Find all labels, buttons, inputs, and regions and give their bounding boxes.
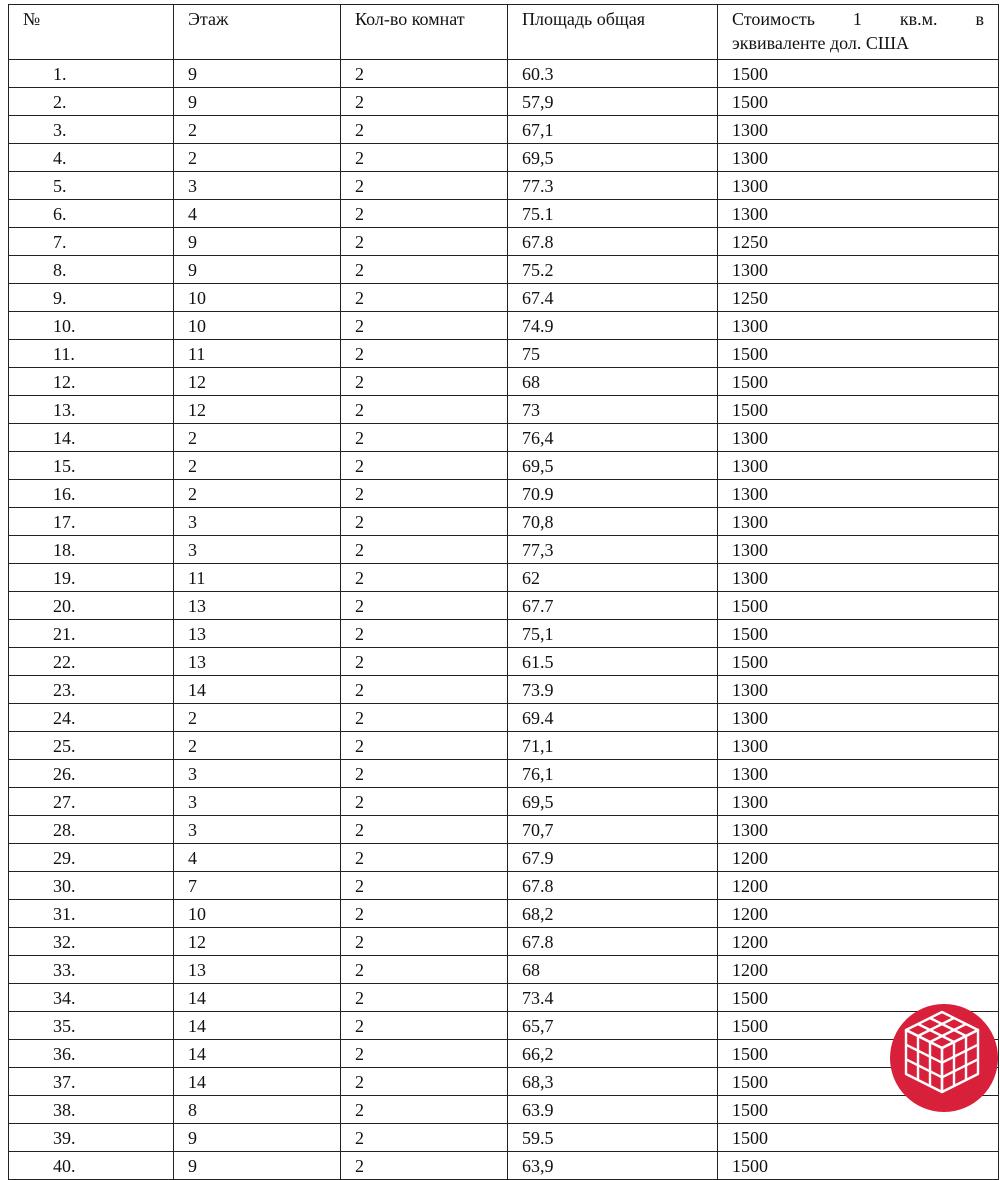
cell-area: 61.5 bbox=[508, 648, 718, 676]
table-row bbox=[9, 452, 999, 480]
table-row bbox=[9, 956, 999, 984]
cell-num: 13. bbox=[9, 396, 174, 424]
cell-num: 16. bbox=[9, 480, 174, 508]
cell-area: 76,1 bbox=[508, 760, 718, 788]
cell-price: 1200 bbox=[718, 872, 999, 900]
table-row bbox=[9, 256, 999, 284]
table-row bbox=[9, 564, 999, 592]
cell-floor: 3 bbox=[174, 508, 341, 536]
cell-floor: 12 bbox=[174, 396, 341, 424]
table-row bbox=[9, 872, 999, 900]
table-row bbox=[9, 340, 999, 368]
cell-area: 71,1 bbox=[508, 732, 718, 760]
cell-floor: 4 bbox=[174, 200, 341, 228]
cell-rooms: 2 bbox=[341, 88, 508, 116]
cell-price: 1500 bbox=[718, 1096, 999, 1124]
cell-num: 37. bbox=[9, 1068, 174, 1096]
cell-price: 1250 bbox=[718, 284, 999, 312]
cell-price: 1300 bbox=[718, 816, 999, 844]
table-row bbox=[9, 788, 999, 816]
cell-floor: 7 bbox=[174, 872, 341, 900]
cell-num: 1. bbox=[9, 60, 174, 88]
cell-price: 1200 bbox=[718, 844, 999, 872]
cell-num: 11. bbox=[9, 340, 174, 368]
cell-num: 14. bbox=[9, 424, 174, 452]
apartment-table-sheet bbox=[8, 4, 998, 1180]
cell-area: 73.9 bbox=[508, 676, 718, 704]
cell-floor: 13 bbox=[174, 648, 341, 676]
cell-num: 22. bbox=[9, 648, 174, 676]
cell-num: 36. bbox=[9, 1040, 174, 1068]
cell-price: 1500 bbox=[718, 1124, 999, 1152]
header-rooms: Кол-во комнат bbox=[341, 5, 508, 60]
table-row bbox=[9, 928, 999, 956]
cell-floor: 12 bbox=[174, 368, 341, 396]
cell-area: 69.4 bbox=[508, 704, 718, 732]
cell-area: 67.8 bbox=[508, 928, 718, 956]
cell-rooms: 2 bbox=[341, 256, 508, 284]
cell-floor: 3 bbox=[174, 816, 341, 844]
cell-num: 10. bbox=[9, 312, 174, 340]
cell-num: 5. bbox=[9, 172, 174, 200]
cell-price: 1500 bbox=[718, 1012, 999, 1040]
cell-price: 1500 bbox=[718, 1068, 999, 1096]
cell-rooms: 2 bbox=[341, 200, 508, 228]
cell-price: 1300 bbox=[718, 480, 999, 508]
cell-price: 1300 bbox=[718, 760, 999, 788]
cell-floor: 3 bbox=[174, 536, 341, 564]
cell-floor: 14 bbox=[174, 984, 341, 1012]
table-header bbox=[9, 5, 999, 60]
cell-floor: 9 bbox=[174, 1152, 341, 1180]
table-row bbox=[9, 816, 999, 844]
table-row bbox=[9, 368, 999, 396]
cell-rooms: 2 bbox=[341, 676, 508, 704]
cell-rooms: 2 bbox=[341, 424, 508, 452]
table-row bbox=[9, 144, 999, 172]
cell-price: 1500 bbox=[718, 648, 999, 676]
table-row bbox=[9, 424, 999, 452]
cell-rooms: 2 bbox=[341, 788, 508, 816]
cell-floor: 3 bbox=[174, 760, 341, 788]
table-row bbox=[9, 844, 999, 872]
cell-rooms: 2 bbox=[341, 704, 508, 732]
cell-price: 1500 bbox=[718, 368, 999, 396]
cell-floor: 2 bbox=[174, 144, 341, 172]
cell-num: 18. bbox=[9, 536, 174, 564]
cell-price: 1200 bbox=[718, 900, 999, 928]
cell-price: 1500 bbox=[718, 88, 999, 116]
cell-area: 69,5 bbox=[508, 788, 718, 816]
header-price-word4: в bbox=[975, 9, 984, 29]
cell-num: 23. bbox=[9, 676, 174, 704]
table-row bbox=[9, 480, 999, 508]
table-row bbox=[9, 648, 999, 676]
header-floor: Этаж bbox=[174, 5, 341, 60]
cell-area: 70.9 bbox=[508, 480, 718, 508]
cell-rooms: 2 bbox=[341, 508, 508, 536]
cell-rooms: 2 bbox=[341, 872, 508, 900]
cell-num: 26. bbox=[9, 760, 174, 788]
cell-floor: 10 bbox=[174, 284, 341, 312]
cell-num: 21. bbox=[9, 620, 174, 648]
cell-rooms: 2 bbox=[341, 396, 508, 424]
cell-num: 20. bbox=[9, 592, 174, 620]
cell-rooms: 2 bbox=[341, 172, 508, 200]
cell-floor: 3 bbox=[174, 788, 341, 816]
table-row bbox=[9, 536, 999, 564]
cell-area: 67.8 bbox=[508, 872, 718, 900]
cell-num: 3. bbox=[9, 116, 174, 144]
cell-floor: 13 bbox=[174, 620, 341, 648]
cell-area: 73.4 bbox=[508, 984, 718, 1012]
table-row bbox=[9, 704, 999, 732]
cell-num: 40. bbox=[9, 1152, 174, 1180]
apartment-table bbox=[8, 4, 999, 1180]
table-row bbox=[9, 200, 999, 228]
table-row bbox=[9, 760, 999, 788]
cell-rooms: 2 bbox=[341, 1096, 508, 1124]
table-row bbox=[9, 900, 999, 928]
cell-rooms: 2 bbox=[341, 648, 508, 676]
cell-rooms: 2 bbox=[341, 536, 508, 564]
cell-floor: 2 bbox=[174, 704, 341, 732]
cell-price: 1500 bbox=[718, 592, 999, 620]
cell-rooms: 2 bbox=[341, 60, 508, 88]
header-price bbox=[718, 5, 999, 60]
table-row bbox=[9, 60, 999, 88]
cell-floor: 11 bbox=[174, 564, 341, 592]
cell-area: 67.7 bbox=[508, 592, 718, 620]
cell-price: 1300 bbox=[718, 200, 999, 228]
cell-floor: 2 bbox=[174, 116, 341, 144]
cell-rooms: 2 bbox=[341, 900, 508, 928]
cell-area: 69,5 bbox=[508, 452, 718, 480]
cube-logo-icon bbox=[886, 1000, 998, 1112]
cell-area: 57,9 bbox=[508, 88, 718, 116]
cell-floor: 13 bbox=[174, 956, 341, 984]
cell-price: 1200 bbox=[718, 956, 999, 984]
cell-rooms: 2 bbox=[341, 228, 508, 256]
cell-rooms: 2 bbox=[341, 452, 508, 480]
cell-num: 28. bbox=[9, 816, 174, 844]
cell-area: 73 bbox=[508, 396, 718, 424]
cell-num: 39. bbox=[9, 1124, 174, 1152]
cell-area: 62 bbox=[508, 564, 718, 592]
cell-num: 8. bbox=[9, 256, 174, 284]
cell-floor: 14 bbox=[174, 676, 341, 704]
cell-price: 1300 bbox=[718, 424, 999, 452]
cell-rooms: 2 bbox=[341, 340, 508, 368]
cell-price: 1500 bbox=[718, 396, 999, 424]
cell-area: 60.3 bbox=[508, 60, 718, 88]
cell-price: 1300 bbox=[718, 508, 999, 536]
cell-price: 1250 bbox=[718, 228, 999, 256]
header-row bbox=[9, 5, 999, 60]
cell-num: 34. bbox=[9, 984, 174, 1012]
cell-rooms: 2 bbox=[341, 1040, 508, 1068]
cell-rooms: 2 bbox=[341, 564, 508, 592]
cell-area: 68,3 bbox=[508, 1068, 718, 1096]
cell-area: 59.5 bbox=[508, 1124, 718, 1152]
table-row bbox=[9, 116, 999, 144]
cell-num: 7. bbox=[9, 228, 174, 256]
table-row bbox=[9, 1040, 999, 1068]
cell-price: 1500 bbox=[718, 1040, 999, 1068]
cell-area: 75.1 bbox=[508, 200, 718, 228]
cell-num: 15. bbox=[9, 452, 174, 480]
cell-rooms: 2 bbox=[341, 956, 508, 984]
table-row bbox=[9, 1012, 999, 1040]
cell-floor: 10 bbox=[174, 312, 341, 340]
cell-floor: 13 bbox=[174, 592, 341, 620]
table-body bbox=[9, 60, 999, 1180]
cell-floor: 10 bbox=[174, 900, 341, 928]
cell-price: 1500 bbox=[718, 340, 999, 368]
table-row bbox=[9, 676, 999, 704]
cell-floor: 9 bbox=[174, 228, 341, 256]
cell-area: 70,8 bbox=[508, 508, 718, 536]
cell-floor: 2 bbox=[174, 732, 341, 760]
cell-rooms: 2 bbox=[341, 592, 508, 620]
cell-rooms: 2 bbox=[341, 312, 508, 340]
table-row bbox=[9, 228, 999, 256]
table-row bbox=[9, 396, 999, 424]
cell-rooms: 2 bbox=[341, 1068, 508, 1096]
cell-floor: 2 bbox=[174, 452, 341, 480]
table-row bbox=[9, 732, 999, 760]
header-price-word1: Стоимость bbox=[732, 9, 815, 29]
cell-num: 17. bbox=[9, 508, 174, 536]
cell-num: 33. bbox=[9, 956, 174, 984]
cell-rooms: 2 bbox=[341, 620, 508, 648]
cell-floor: 9 bbox=[174, 88, 341, 116]
cell-floor: 8 bbox=[174, 1096, 341, 1124]
cell-area: 75 bbox=[508, 340, 718, 368]
cell-floor: 9 bbox=[174, 256, 341, 284]
table-row bbox=[9, 984, 999, 1012]
cell-rooms: 2 bbox=[341, 368, 508, 396]
cell-rooms: 2 bbox=[341, 732, 508, 760]
cell-area: 75.2 bbox=[508, 256, 718, 284]
cell-num: 35. bbox=[9, 1012, 174, 1040]
cell-price: 1300 bbox=[718, 536, 999, 564]
cell-floor: 9 bbox=[174, 60, 341, 88]
cell-area: 65,7 bbox=[508, 1012, 718, 1040]
cell-num: 32. bbox=[9, 928, 174, 956]
cell-price: 1500 bbox=[718, 620, 999, 648]
cell-floor: 14 bbox=[174, 1040, 341, 1068]
table-row bbox=[9, 1152, 999, 1180]
cell-area: 69,5 bbox=[508, 144, 718, 172]
header-price-word2: 1 bbox=[852, 9, 862, 29]
cell-price: 1500 bbox=[718, 60, 999, 88]
table-row bbox=[9, 1124, 999, 1152]
cell-rooms: 2 bbox=[341, 284, 508, 312]
cell-area: 75,1 bbox=[508, 620, 718, 648]
cell-num: 27. bbox=[9, 788, 174, 816]
cell-price: 1300 bbox=[718, 452, 999, 480]
cell-area: 63,9 bbox=[508, 1152, 718, 1180]
cell-area: 68,2 bbox=[508, 900, 718, 928]
cell-floor: 3 bbox=[174, 172, 341, 200]
cell-num: 24. bbox=[9, 704, 174, 732]
cell-num: 29. bbox=[9, 844, 174, 872]
cell-num: 31. bbox=[9, 900, 174, 928]
cell-area: 66,2 bbox=[508, 1040, 718, 1068]
cell-rooms: 2 bbox=[341, 984, 508, 1012]
cell-price: 1200 bbox=[718, 928, 999, 956]
cell-floor: 12 bbox=[174, 928, 341, 956]
cell-area: 67,1 bbox=[508, 116, 718, 144]
cell-price: 1300 bbox=[718, 788, 999, 816]
cell-area: 77,3 bbox=[508, 536, 718, 564]
cell-area: 67.8 bbox=[508, 228, 718, 256]
table-row bbox=[9, 592, 999, 620]
cell-floor: 14 bbox=[174, 1012, 341, 1040]
cell-price: 1300 bbox=[718, 256, 999, 284]
cell-num: 9. bbox=[9, 284, 174, 312]
cell-num: 38. bbox=[9, 1096, 174, 1124]
cell-floor: 2 bbox=[174, 480, 341, 508]
cell-area: 74.9 bbox=[508, 312, 718, 340]
header-price-word3: кв.м. bbox=[899, 9, 938, 29]
cell-price: 1300 bbox=[718, 564, 999, 592]
cell-rooms: 2 bbox=[341, 1012, 508, 1040]
cell-num: 25. bbox=[9, 732, 174, 760]
cell-num: 4. bbox=[9, 144, 174, 172]
cell-rooms: 2 bbox=[341, 816, 508, 844]
cell-area: 63.9 bbox=[508, 1096, 718, 1124]
cell-rooms: 2 bbox=[341, 844, 508, 872]
cell-price: 1300 bbox=[718, 312, 999, 340]
cell-num: 30. bbox=[9, 872, 174, 900]
header-price-line2: эквиваленте дол. США bbox=[732, 33, 910, 53]
cell-area: 67.9 bbox=[508, 844, 718, 872]
cell-floor: 4 bbox=[174, 844, 341, 872]
cell-rooms: 2 bbox=[341, 116, 508, 144]
cell-rooms: 2 bbox=[341, 480, 508, 508]
cell-rooms: 2 bbox=[341, 928, 508, 956]
cell-price: 1300 bbox=[718, 732, 999, 760]
cell-area: 68 bbox=[508, 368, 718, 396]
cell-area: 68 bbox=[508, 956, 718, 984]
table-row bbox=[9, 172, 999, 200]
table-row bbox=[9, 1068, 999, 1096]
cell-rooms: 2 bbox=[341, 1124, 508, 1152]
cell-area: 70,7 bbox=[508, 816, 718, 844]
header-area: Площадь общая bbox=[508, 5, 718, 60]
cell-num: 19. bbox=[9, 564, 174, 592]
cell-price: 1500 bbox=[718, 984, 999, 1012]
header-price-line1 bbox=[732, 7, 984, 31]
cell-area: 77.3 bbox=[508, 172, 718, 200]
cell-floor: 2 bbox=[174, 424, 341, 452]
cell-price: 1300 bbox=[718, 172, 999, 200]
cell-price: 1500 bbox=[718, 1152, 999, 1180]
cell-num: 2. bbox=[9, 88, 174, 116]
cell-area: 76,4 bbox=[508, 424, 718, 452]
table-row bbox=[9, 508, 999, 536]
cell-price: 1300 bbox=[718, 116, 999, 144]
cell-num: 6. bbox=[9, 200, 174, 228]
table-row bbox=[9, 284, 999, 312]
cell-floor: 14 bbox=[174, 1068, 341, 1096]
table-row bbox=[9, 620, 999, 648]
cell-floor: 9 bbox=[174, 1124, 341, 1152]
cell-rooms: 2 bbox=[341, 1152, 508, 1180]
cell-price: 1300 bbox=[718, 144, 999, 172]
table-row bbox=[9, 1096, 999, 1124]
cell-area: 67.4 bbox=[508, 284, 718, 312]
table-row bbox=[9, 312, 999, 340]
table-row bbox=[9, 88, 999, 116]
cell-price: 1300 bbox=[718, 704, 999, 732]
cell-rooms: 2 bbox=[341, 144, 508, 172]
cell-num: 12. bbox=[9, 368, 174, 396]
header-num: № bbox=[9, 5, 174, 60]
cell-rooms: 2 bbox=[341, 760, 508, 788]
cell-price: 1300 bbox=[718, 676, 999, 704]
cell-floor: 11 bbox=[174, 340, 341, 368]
